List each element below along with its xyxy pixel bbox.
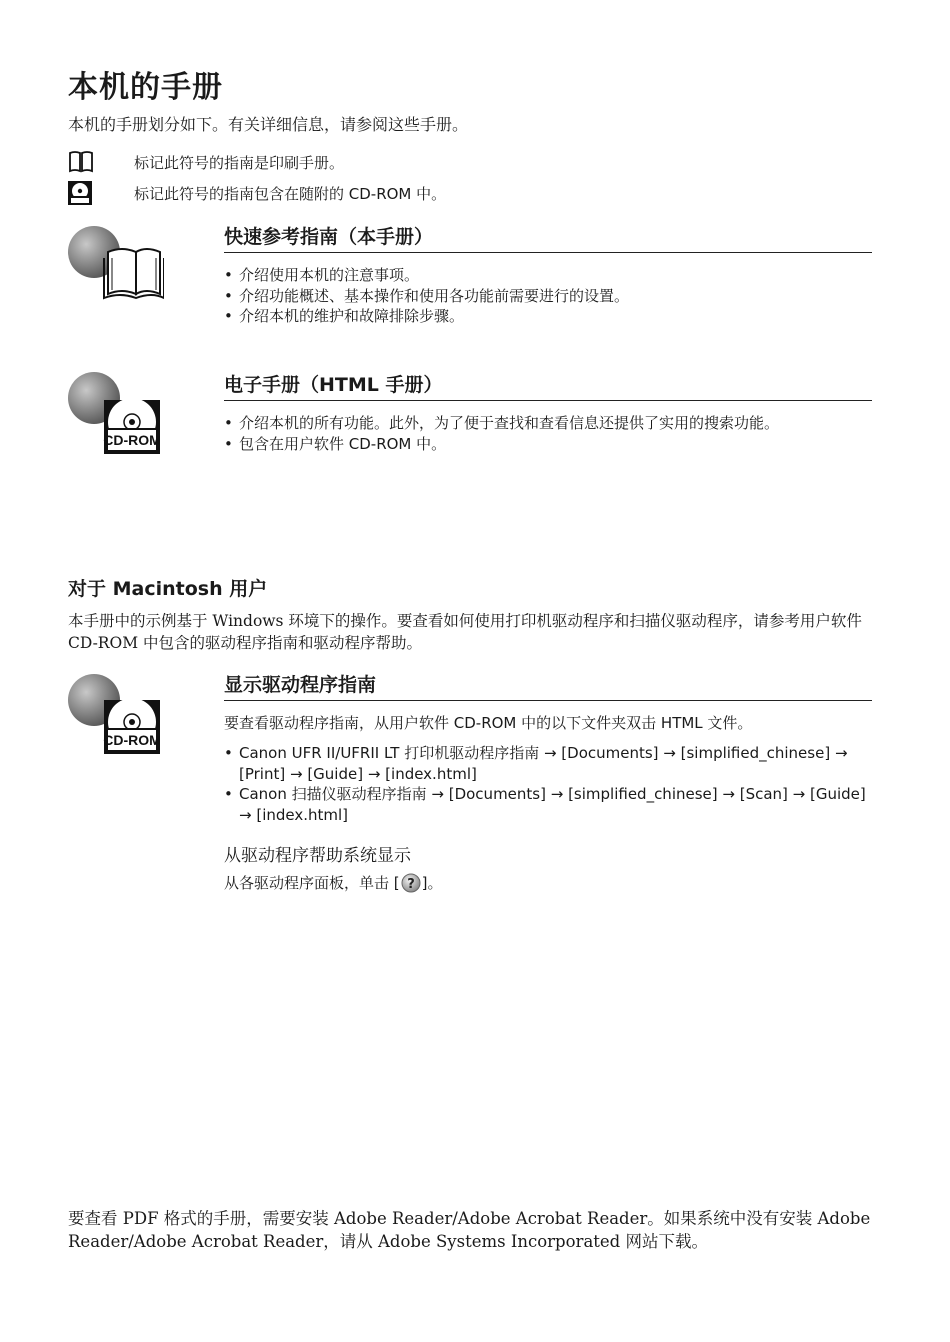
driver-help-heading: 从驱动程序帮助系统显示 bbox=[224, 846, 411, 866]
quick-guide-list bbox=[224, 265, 872, 327]
cd-rom-label: CD-ROM bbox=[103, 732, 161, 748]
cd-rom-disc-icon bbox=[68, 670, 164, 766]
open-book-icon bbox=[68, 222, 164, 318]
e-manual-title: 电子手册（HTML 手册） bbox=[224, 370, 872, 401]
legend-cd-text: 标记此符号的指南包含在随附的 CD-ROM 中。 bbox=[134, 184, 447, 203]
section-driver-guide bbox=[68, 670, 872, 900]
pdf-reader-note: 要查看 PDF 格式的手册，需要安装 Adobe Reader/Adobe Acrobat Reader。如果系统中没有安装 Adobe Reader/Adobe Acrobat Reader，请从 Adobe Systems Incorporated 网站下载。 bbox=[68, 1209, 871, 1251]
driver-help-text bbox=[224, 872, 872, 893]
cd-rom-icon bbox=[68, 181, 94, 205]
list-item: • 介绍本机的维护和故障排除步骤。 bbox=[224, 306, 872, 327]
section-e-manual bbox=[68, 370, 872, 460]
driver-guide-intro: 要查看驱动程序指南，从用户软件 CD-ROM 中的以下文件夹双击 HTML 文件。 bbox=[224, 714, 753, 732]
legend-printed bbox=[68, 150, 345, 174]
list-item: • 包含在用户软件 CD-ROM 中。 bbox=[224, 434, 872, 455]
page-intro: 本机的手册划分如下。有关详细信息，请参阅这些手册。 bbox=[68, 115, 469, 134]
driver-guide-title: 显示驱动程序指南 bbox=[224, 670, 872, 701]
legend-printed-text: 标记此符号的指南是印刷手册。 bbox=[134, 153, 345, 172]
page-title: 本机的手册 bbox=[68, 70, 223, 105]
list-item: • 介绍使用本机的注意事项。 bbox=[224, 265, 872, 286]
driver-help-prefix: 从各驱动程序面板，单击 [ bbox=[224, 874, 400, 892]
quick-guide-title: 快速参考指南（本手册） bbox=[224, 222, 872, 253]
legend-cd bbox=[68, 181, 447, 205]
list-item: • 介绍功能概述、基本操作和使用各功能前需要进行的设置。 bbox=[224, 286, 872, 307]
cd-rom-disc-icon bbox=[68, 370, 164, 466]
printed-book-icon bbox=[68, 150, 94, 174]
list-item: • Canon 扫描仪驱动程序指南 → [Documents] → [simplified_chinese] → [Scan] → [Guide] → [index.html] bbox=[224, 784, 872, 825]
cd-rom-label: CD-ROM bbox=[103, 432, 161, 448]
list-item: • Canon UFR II/UFRII LT 打印机驱动程序指南 → [Documents] → [simplified_chinese] → [Print] → [Guide] → [index.html] bbox=[224, 743, 872, 784]
mac-users-title: 对于 Macintosh 用户 bbox=[68, 578, 268, 600]
e-manual-list bbox=[224, 413, 872, 454]
driver-help-suffix: ]。 bbox=[421, 874, 443, 892]
svg-text:?: ? bbox=[406, 876, 415, 892]
driver-guide-list bbox=[224, 743, 872, 825]
help-question-icon bbox=[401, 873, 421, 893]
list-item: • 介绍本机的所有功能。此外，为了便于查找和查看信息还提供了实用的搜索功能。 bbox=[224, 413, 872, 434]
mac-users-text: 本手册中的示例基于 Windows 环境下的操作。要查看如何使用打印机驱动程序和扫描仪驱动程序，请参考用户软件 CD-ROM 中包含的驱动程序指南和驱动程序帮助。 bbox=[68, 612, 862, 652]
section-quick-guide bbox=[68, 222, 872, 332]
